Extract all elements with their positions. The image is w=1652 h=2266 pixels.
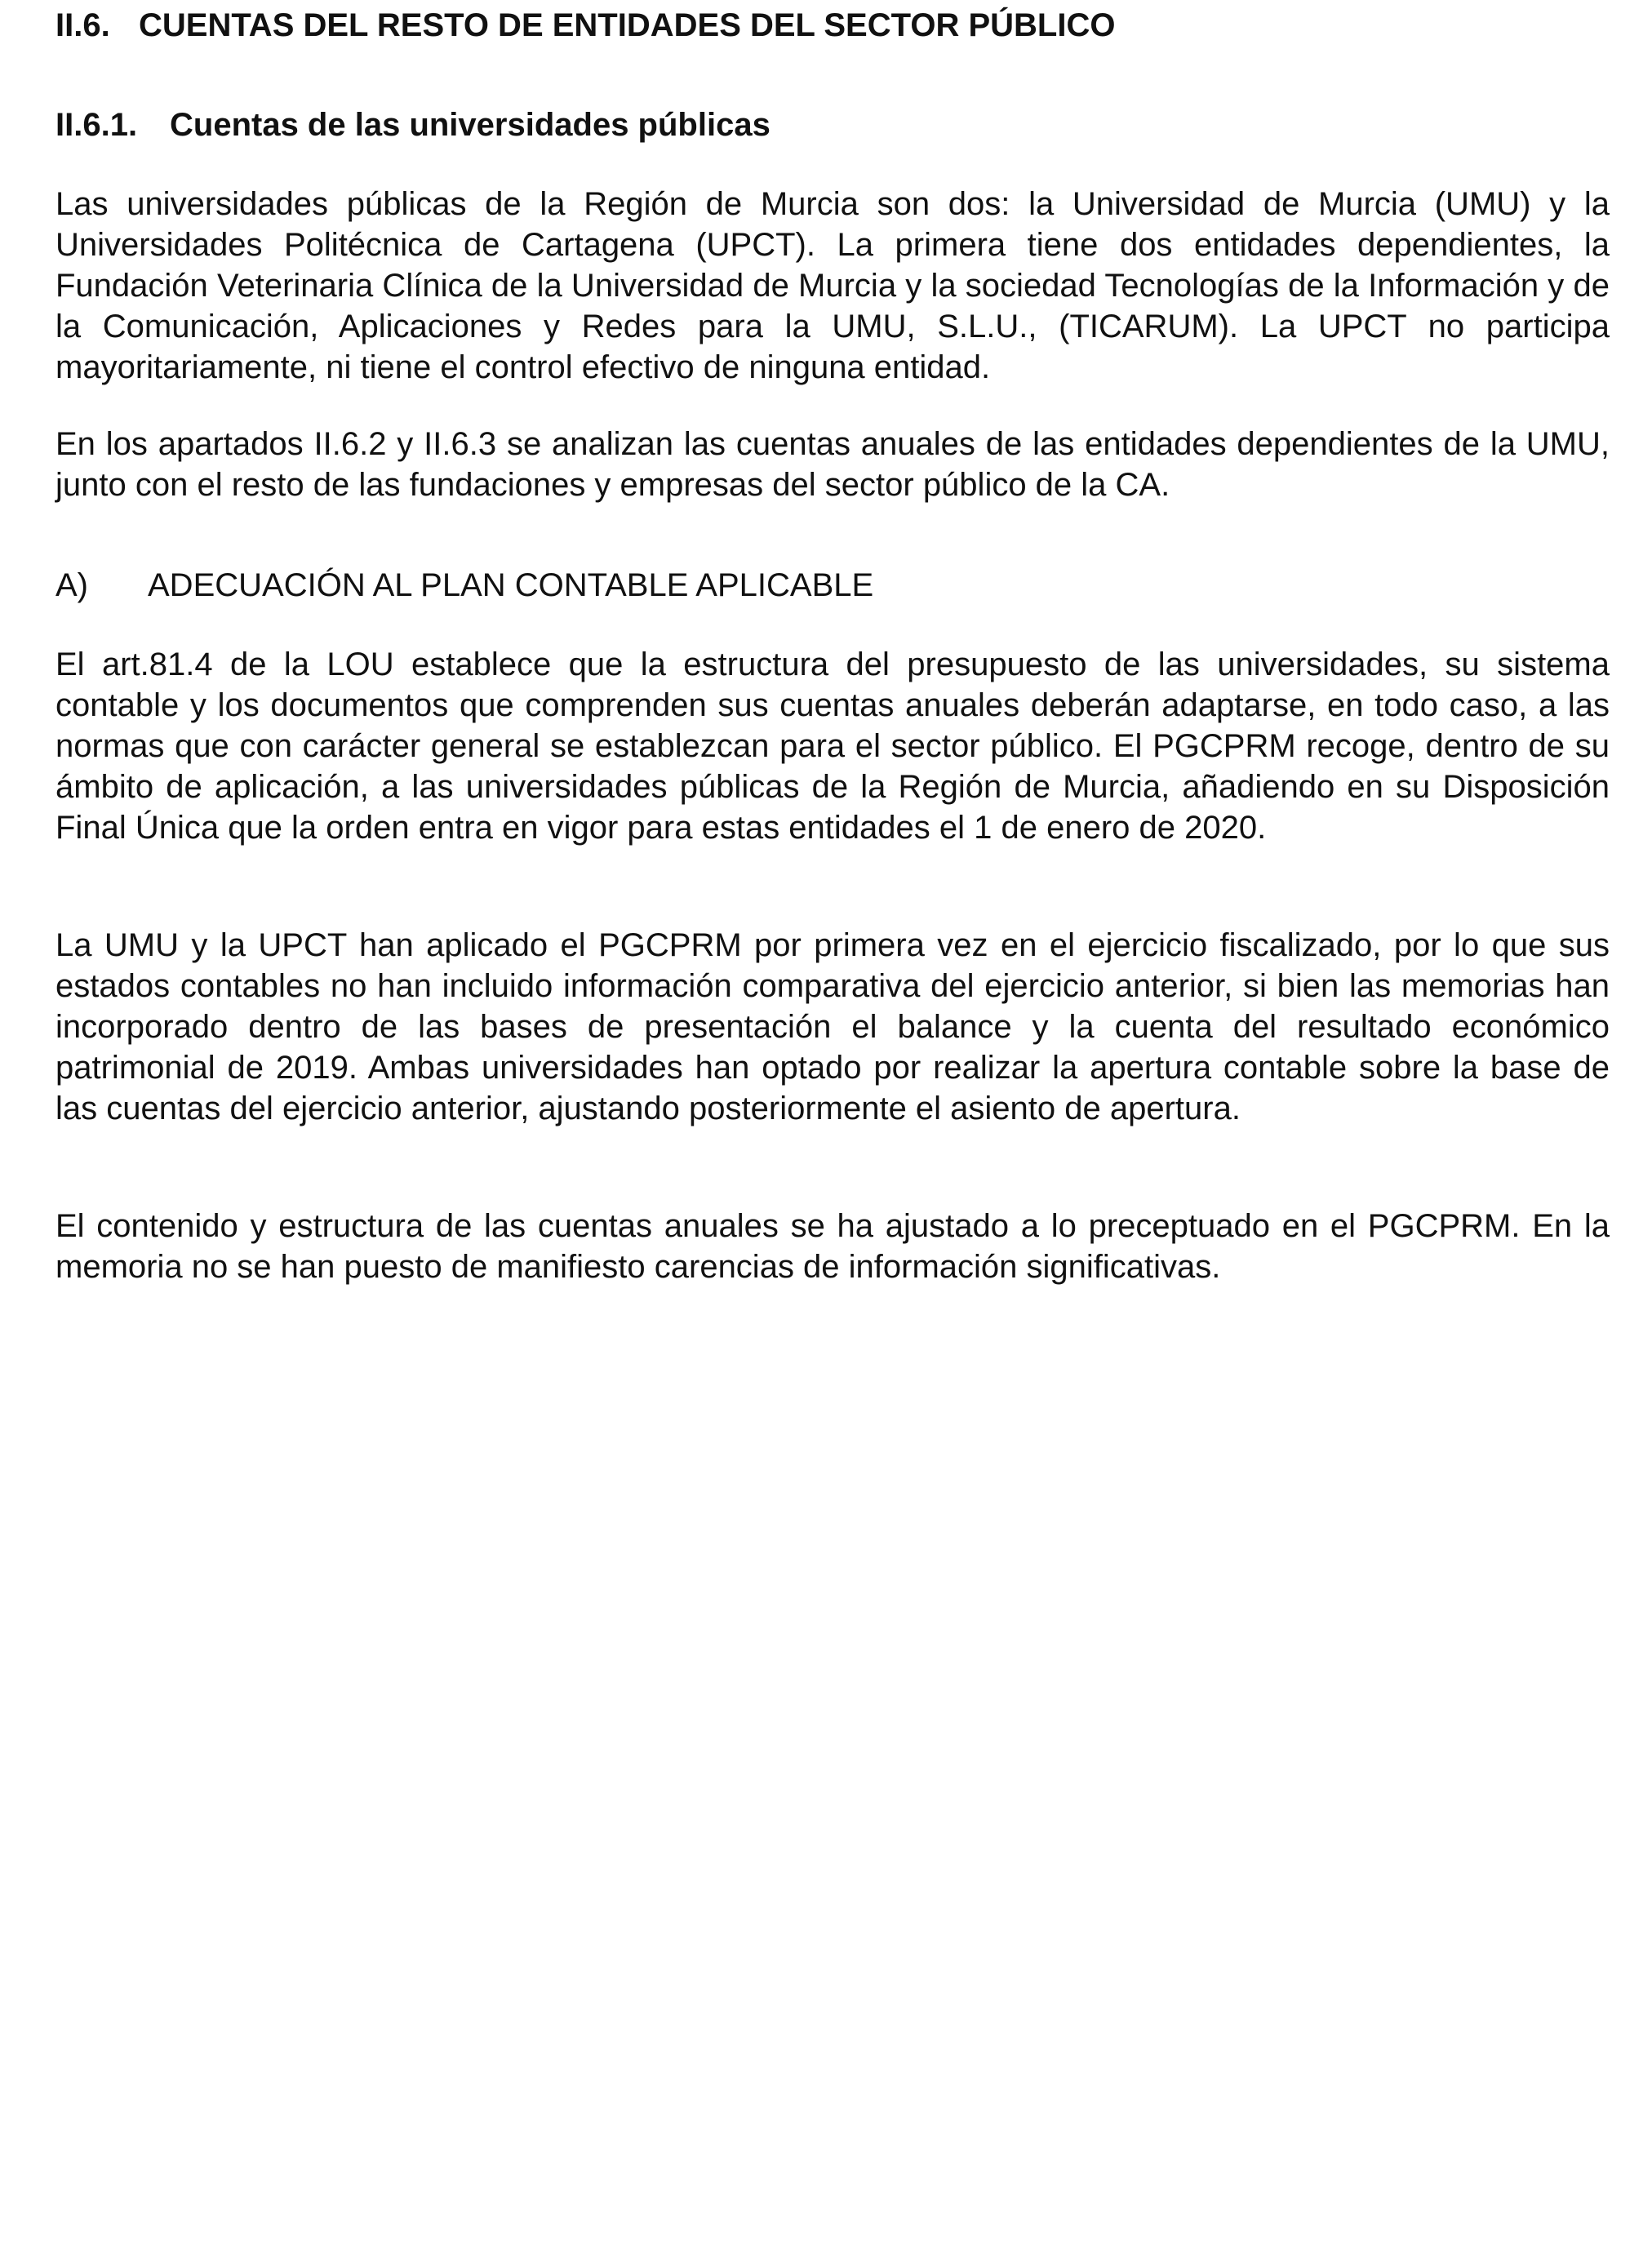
heading-a bbox=[56, 565, 873, 606]
paragraph-universities: Las universidades públicas de la Región de Murcia son dos: la Universidad de Murcia (UMU) y la Universidades Politécnica de Cartagena (UPCT). La primera tiene dos entidades dependientes, la Fundación Veterinaria Clínica de la Universidad de Murcia y la sociedad Tecnologías de la Información y de la Comunicación, Aplicaciones y Redes para la UMU, S.L.U., (TICARUM). La UPCT no participa mayoritariamente, ni tiene el control efectivo de ninguna entidad. bbox=[56, 186, 1610, 385]
subsection-title: Cuentas de las universidades públicas bbox=[170, 107, 770, 143]
paragraph-lou: El art.81.4 de la LOU establece que la estructura del presupuesto de las universidades, su sistema contable y los documentos que comprenden sus cuentas anuales deberán adaptarse, en todo caso, a las normas que con carácter general se establezcan para el sector público. El PGCPRM recoge, dentro de su ámbito de aplicación, a las universidades públicas de la Región de Murcia, añadiendo en su Disposición Final Única que la orden entra en vigor para estas entidades el 1 de enero de 2020. bbox=[56, 646, 1610, 846]
section-number: II.6. bbox=[56, 7, 110, 43]
paragraph-application: La UMU y la UPCT han aplicado el PGCPRM por primera vez en el ejercicio fiscalizado, por lo que sus estados contables no han incluido información comparativa del ejercicio anterior, si bien las memorias han incorporado dentro de las bases de presentación el balance y la cuenta del resultado económico patrimonial de 2019. Ambas universidades han optado por realizar la apertura contable sobre la base de las cuentas del ejercicio anterior, ajustando posteriormente el asiento de apertura. bbox=[56, 927, 1610, 1126]
heading-a-letter: A) bbox=[56, 567, 88, 603]
heading-a-title: ADECUACIÓN AL PLAN CONTABLE APLICABLE bbox=[148, 567, 874, 603]
subsection-number: II.6.1. bbox=[56, 107, 138, 143]
section-title: CUENTAS DEL RESTO DE ENTIDADES DEL SECTOR PÚBLICO bbox=[139, 7, 1116, 43]
paragraph-dependent-entities: En los apartados II.6.2 y II.6.3 se analizan las cuentas anuales de las entidades dependientes de la UMU, junto con el resto de las fundaciones y empresas del sector público de la CA. bbox=[56, 426, 1610, 503]
paragraph-content: El contenido y estructura de las cuentas anuales se ha ajustado a lo preceptuado en el PGCPRM. En la memoria no se han puesto de manifiesto carencias de información significativas. bbox=[56, 1208, 1610, 1285]
section-heading bbox=[56, 5, 1115, 46]
subsection-heading bbox=[56, 104, 770, 145]
